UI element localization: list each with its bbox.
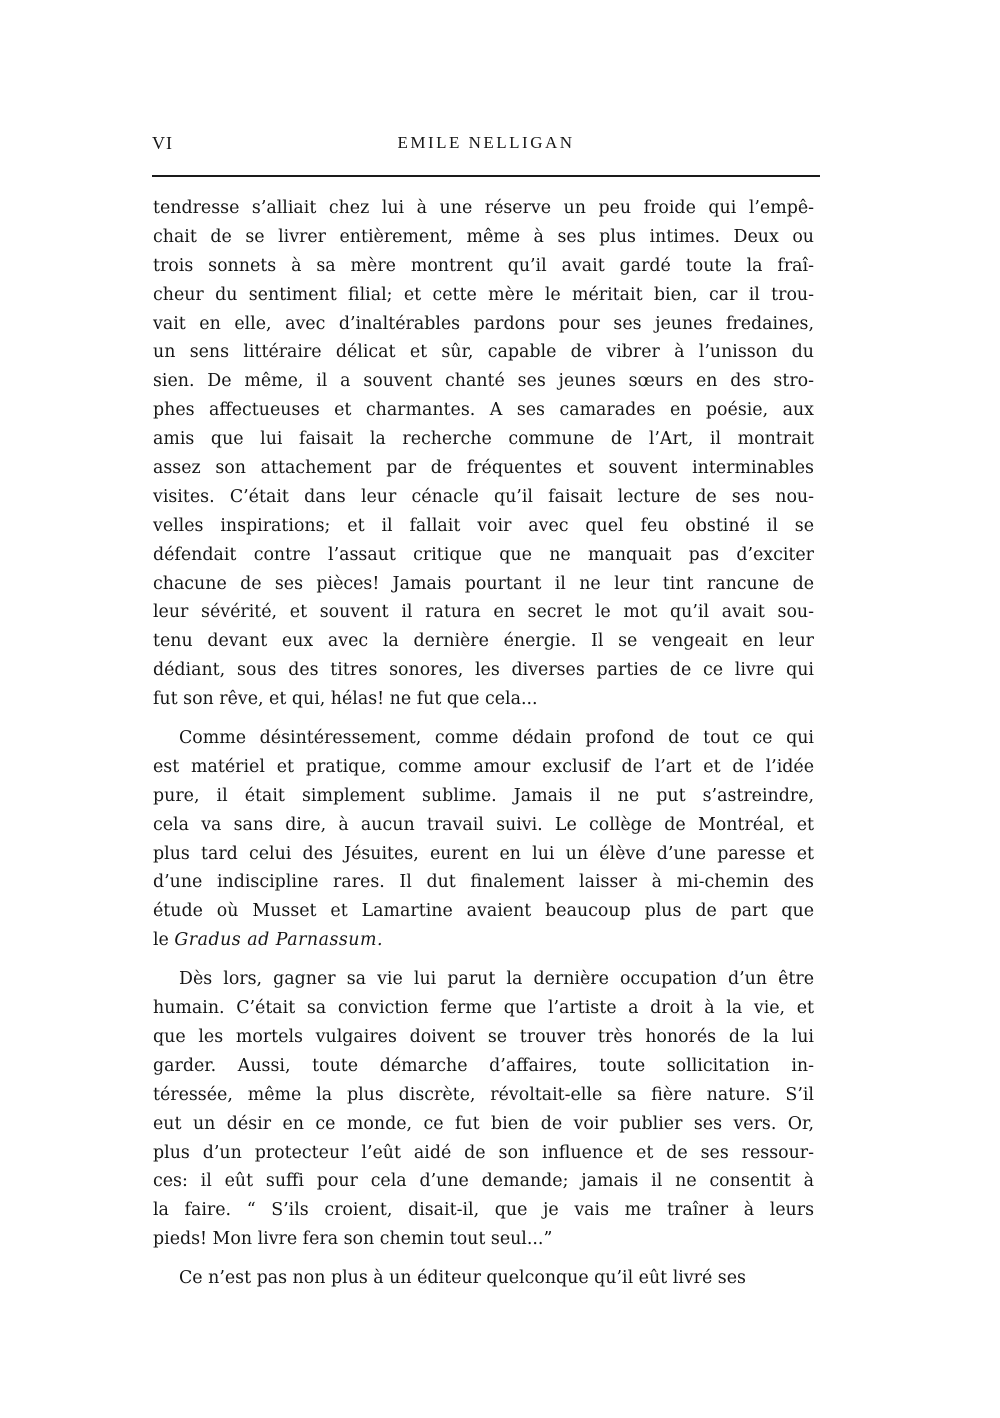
text-line: Comme désintéressement, comme dédain profond de tout ce qui <box>179 728 814 749</box>
text-line: trois sonnets à sa mère montrent qu’il avait gardé toute la fraî- <box>153 255 814 276</box>
paragraph <box>153 965 814 1254</box>
paragraph <box>153 194 814 714</box>
text-line: assez son attachement par de fréquentes et souvent interminables <box>153 458 814 479</box>
text-line: cheur du sentiment filial; et cette mère le méritait bien, car il trou- <box>153 284 814 305</box>
running-title: EMILE NELLIGAN <box>397 133 575 152</box>
text-line: eut un désir en ce monde, ce fut bien de voir publier ses vers. Or, <box>153 1113 814 1134</box>
text-line: humain. C’était sa conviction ferme que l’artiste a droit à la vie, et <box>153 998 814 1019</box>
text-line: cela va sans dire, à aucun travail suivi. Le collège de Montréal, et <box>153 814 814 835</box>
text-line: pieds! Mon livre fera son chemin tout seul...” <box>153 1229 553 1250</box>
text-line: velles inspirations; et il fallait voir avec quel feu obstiné il se <box>153 515 814 536</box>
text-line: dédiant, sous des titres sonores, les diverses parties de ce livre qui <box>153 660 814 681</box>
text-line: Ce n’est pas non plus à un éditeur quelconque qu’il eût livré ses <box>179 1268 746 1289</box>
text-line: garder. Aussi, toute démarche d’affaires, toute sollicitation in- <box>153 1055 814 1076</box>
text-line: leur sévérité, et souvent il ratura en secret le mot qu’il avait sou- <box>153 602 814 623</box>
paragraph <box>153 1264 814 1293</box>
text-line: visites. C’était dans leur cénacle qu’il faisait lecture de ses nou- <box>153 486 814 507</box>
text-line: chacune de ses pièces! Jamais pourtant il ne leur tint rancune de <box>153 573 814 594</box>
text-line: plus d’un protecteur l’eût aidé de son influence et de ses ressour- <box>153 1142 814 1163</box>
work-title-italic: Gradus ad Parnassum. <box>174 930 384 951</box>
text-line: étude où Musset et Lamartine avaient beaucoup plus de part que <box>153 901 814 922</box>
body-text <box>153 194 814 1303</box>
text-line: un sens littéraire délicat et sûr, capable de vibrer à l’unisson du <box>153 342 814 363</box>
paragraph <box>153 724 814 955</box>
page-number: VI <box>152 133 173 153</box>
text-line: Dès lors, gagner sa vie lui parut la dernière occupation d’un être <box>179 969 814 990</box>
header-rule <box>152 175 820 177</box>
text-line: chait de se livrer entièrement, même à ses plus intimes. Deux ou <box>153 226 814 247</box>
text-line: plus tard celui des Jésuites, eurent en lui un élève d’une paresse et <box>153 843 814 864</box>
text-line: est matériel et pratique, comme amour exclusif de l’art et de l’idée <box>153 756 814 777</box>
running-header <box>152 133 820 159</box>
text-line: téressée, même la plus discrète, révoltait-elle sa fière nature. S’il <box>153 1084 814 1105</box>
text-line <box>153 926 814 955</box>
text-line: phes affectueuses et charmantes. A ses camarades en poésie, aux <box>153 400 814 421</box>
text-line: d’une indiscipline rares. Il dut finalement laisser à mi-chemin des <box>153 872 814 893</box>
text-line: tendresse s’alliait chez lui à une réserve un peu froide qui l’empê- <box>153 198 814 218</box>
text-line: la faire. “ S’ils croient, disait-il, que je vais me traîner à leurs <box>153 1200 814 1221</box>
text-line: ces: il eût suffi pour cela d’une demande; jamais il ne consentit à <box>153 1171 814 1192</box>
text-fragment: le <box>153 930 175 951</box>
text-line: défendait contre l’assaut critique que ne manquait pas d’exciter <box>153 544 814 565</box>
text-line: tenu devant eux avec la dernière énergie. Il se vengeait en leur <box>153 631 814 652</box>
text-line: fut son rêve, et qui, hélas! ne fut que cela... <box>153 689 538 710</box>
text-line: pure, il était simplement sublime. Jamais il ne put s’astreindre, <box>153 785 814 806</box>
text-line: amis que lui faisait la recherche commune de l’Art, il montrait <box>153 429 814 450</box>
text-line: vait en elle, avec d’inaltérables pardons pour ses jeunes fredaines, <box>153 313 814 334</box>
text-line: sien. De même, il a souvent chanté ses jeunes sœurs en des stro- <box>153 371 814 392</box>
text-line: que les mortels vulgaires doivent se trouver très honorés de la lui <box>153 1026 814 1047</box>
